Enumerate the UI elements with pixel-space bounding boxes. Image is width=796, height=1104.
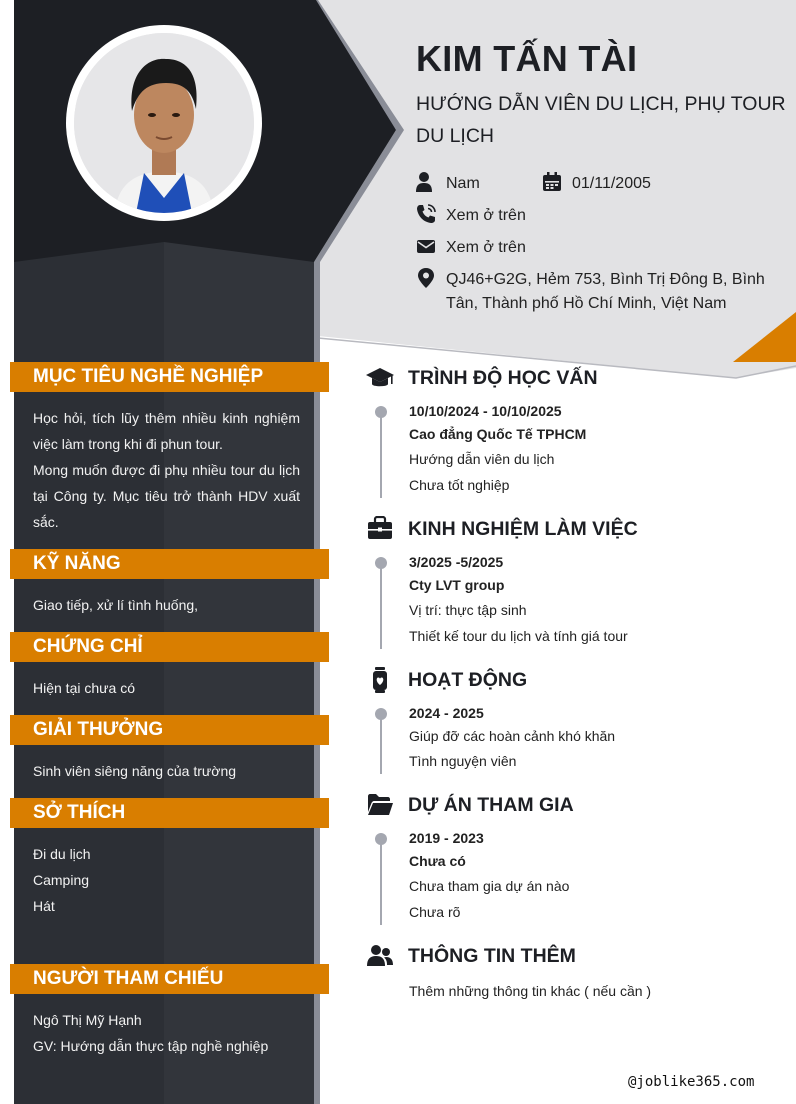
activity-badge-icon — [366, 667, 394, 693]
certificates-heading: CHỨNG CHỈ — [10, 632, 329, 662]
timeline-dot — [375, 406, 387, 418]
envelope-icon — [416, 236, 436, 256]
reference-name: Ngô Thị Mỹ Hạnh — [33, 1012, 142, 1028]
timeline-dot — [375, 708, 387, 720]
list-item: Hát — [33, 898, 55, 914]
awards-text: Sinh viên siêng năng của trường — [33, 763, 237, 779]
projects-line2: Chưa rõ — [409, 904, 461, 920]
avatar — [66, 25, 262, 221]
experience-heading — [366, 516, 638, 542]
activities-line2: Tình nguyện viên — [409, 753, 517, 769]
projects-name: Chưa có — [409, 853, 466, 869]
experience-date: 3/2025 -5/2025 — [409, 554, 504, 570]
address-value: QJ46+G2G, Hẻm 753, Bình Trị Đông B, Bình Tân, Thành phố Hồ Chí Minh, Việt Nam — [446, 271, 765, 312]
projects-date: 2019 - 2023 — [409, 830, 484, 846]
profile-photo — [74, 33, 254, 213]
folder-icon — [366, 792, 394, 818]
list-item: Camping — [33, 872, 90, 888]
skills-text: Giao tiếp, xử lí tình huống, — [33, 597, 199, 613]
awards-heading: GIẢI THƯỞNG — [10, 715, 329, 745]
activities-line1: Giúp đỡ các hoàn cảnh khó khăn — [409, 728, 616, 744]
more-info-text: Thêm những thông tin khác ( nếu cần ) — [409, 983, 652, 999]
hobbies-heading: SỞ THÍCH — [10, 798, 329, 828]
more-info-title: THÔNG TIN THÊM — [408, 944, 576, 967]
graduation-cap-icon — [366, 365, 394, 391]
timeline-dot — [375, 833, 387, 845]
hobbies-list — [33, 841, 300, 919]
birthday-row — [542, 172, 651, 196]
briefcase-icon — [366, 516, 394, 542]
education-title: TRÌNH ĐỘ HỌC VẤN — [408, 366, 598, 389]
education-major: Hướng dẫn viên du lịch — [409, 451, 555, 467]
email-row — [416, 236, 526, 260]
activities-heading — [366, 667, 527, 693]
phone-value: Xem ở trên — [446, 207, 526, 224]
timeline-line — [380, 412, 382, 498]
address-row — [416, 268, 776, 316]
timeline-line — [380, 714, 382, 774]
timeline-line — [380, 563, 382, 649]
footer-watermark: @joblike365.com — [628, 1074, 755, 1090]
timeline-line — [380, 839, 382, 925]
timeline-dot — [375, 557, 387, 569]
projects-heading — [366, 792, 574, 818]
references-heading: NGƯỜI THAM CHIẾU — [10, 964, 329, 994]
objective-text-1: Học hỏi, tích lũy thêm nhiều kinh nghiệm việc làm trong khi đi phun tour. — [33, 410, 300, 452]
experience-title: KINH NGHIỆM LÀM VIỆC — [408, 517, 638, 540]
phone-icon — [416, 204, 436, 224]
gender-value: Nam — [446, 175, 480, 192]
candidate-name: KIM TẤN TÀI — [416, 38, 638, 79]
calendar-icon — [542, 172, 562, 192]
activities-date: 2024 - 2025 — [409, 705, 484, 721]
users-icon — [366, 943, 394, 969]
reference-role: GV: Hướng dẫn thực tập nghề nghiệp — [33, 1038, 269, 1054]
experience-company: Cty LVT group — [409, 577, 505, 593]
birthday-value: 01/11/2005 — [572, 175, 651, 192]
certificates-text: Hiện tại chưa có — [33, 680, 135, 696]
education-heading — [366, 365, 598, 391]
more-info-heading — [366, 943, 576, 969]
education-status: Chưa tốt nghiệp — [409, 477, 510, 493]
education-date: 10/10/2024 - 10/10/2025 — [409, 403, 562, 419]
objective-text-2: Mong muốn được đi phụ nhiều tour du lịch tại Công ty. Mục tiêu trở thành HDV xuất sắc. — [33, 462, 300, 530]
email-value: Xem ở trên — [446, 239, 526, 256]
projects-title: DỰ ÁN THAM GIA — [408, 793, 574, 816]
gender-row — [416, 172, 480, 196]
objective-heading: MỤC TIÊU NGHỀ NGHIỆP — [10, 362, 329, 392]
experience-desc: Thiết kế tour du lịch và tính giá tour — [409, 628, 628, 644]
objective-text — [33, 405, 300, 535]
skills-heading: KỸ NĂNG — [10, 549, 329, 579]
job-title: HƯỚNG DẪN VIÊN DU LỊCH, PHỤ TOUR DU LỊCH — [416, 93, 786, 147]
user-icon — [416, 172, 436, 192]
experience-position: Vị trí: thực tập sinh — [409, 602, 527, 618]
map-pin-icon — [416, 268, 436, 288]
list-item: Đi du lịch — [33, 846, 91, 862]
phone-row — [416, 204, 526, 228]
activities-title: HOẠT ĐỘNG — [408, 668, 528, 691]
references-text — [33, 1007, 323, 1059]
education-school: Cao đẳng Quốc Tế TPHCM — [409, 426, 587, 442]
projects-line1: Chưa tham gia dự án nào — [409, 878, 570, 894]
